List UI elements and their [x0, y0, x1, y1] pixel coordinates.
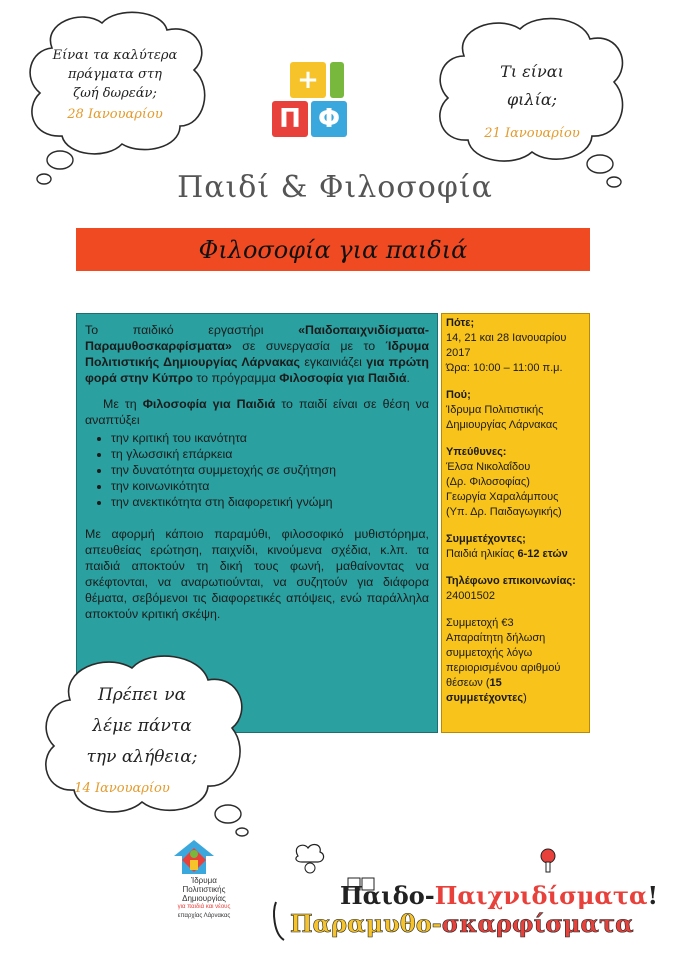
- mushroom-icon: [541, 849, 555, 863]
- chef-hat-icon: [296, 845, 324, 862]
- max-participants: 15 συμμετέχοντες: [446, 677, 524, 704]
- brand-word-bottom: Παραμυθο-σκαρφίσματα: [290, 909, 634, 938]
- cloud-date: 21 Ιανουαρίου: [484, 126, 580, 141]
- phone-number[interactable]: 24001502: [446, 590, 495, 602]
- brand-title: Παιδί & Φιλοσοφία: [177, 170, 493, 205]
- workshop-name: «Παιδοπαιχνιδίσματα-Παραμυθοσκαρφίσματα»: [85, 323, 429, 353]
- responsible-title: (Υπ. Δρ. Παιδαγωγικής): [446, 506, 562, 518]
- cloud-line: φιλία;: [506, 90, 558, 109]
- where-value: Ίδρυμα Πολιτιστικής Δημιουργίας Λάρνακας: [446, 404, 558, 431]
- participants-value: [446, 547, 585, 562]
- text: Ίδρυμα: [191, 876, 217, 885]
- list-item: • την δυνατότητα συμμετοχής σε συζήτηση: [111, 462, 429, 478]
- responsible-title: (Δρ. Φιλοσοφίας): [446, 476, 530, 488]
- benefits-list: [85, 430, 429, 510]
- fee-text: Συμμετοχή €3: [446, 617, 514, 629]
- text: σε συνεργασία με το: [231, 339, 386, 353]
- workshop-brand-logo: [270, 842, 659, 946]
- text: εγκαινιάζει: [300, 355, 367, 369]
- cloud-line: Είναι τα καλύτερα: [52, 48, 178, 63]
- program-name: Φιλοσοφία για Παιδιά: [279, 371, 407, 385]
- text: Απαραίτητη δήλωση συμμετοχής λόγω περιορισμένου αριθμού θέσεων (: [446, 632, 561, 689]
- cloud-date: 28 Ιανουαρίου: [67, 107, 163, 122]
- face-icon: [305, 863, 315, 873]
- text: Το παιδικό εργαστήρι: [85, 323, 299, 337]
- text: το παιδί είναι σε θέση να αναπτύξει: [85, 397, 429, 427]
- text: .: [406, 371, 410, 385]
- when-label: Πότε;: [446, 317, 475, 329]
- info-panel: [441, 313, 590, 733]
- intro-paragraph: [85, 322, 429, 386]
- cloud-line: Τι είναι: [500, 62, 564, 81]
- headline-banner: Φιλοσοφία για παιδιά: [76, 228, 590, 271]
- green-block-icon: [330, 62, 344, 98]
- pi-block-icon: Π: [272, 101, 308, 137]
- brand-word-top: Παιδο-Παιχνιδίσματα!: [340, 881, 659, 910]
- text: Πολιτιστικής: [182, 885, 226, 894]
- cloud-date: 14 Ιανουαρίου: [74, 781, 170, 796]
- participants-label: Συμμετέχοντες;: [446, 533, 526, 545]
- cloud-question-top-left: [40, 46, 190, 124]
- responsible-label: Υπεύθυνες:: [446, 446, 507, 458]
- cloud-line: Πρέπει να: [97, 685, 187, 705]
- first-time-text: για πρώτη φορά στην Κύπρο: [85, 355, 430, 385]
- text: ): [523, 692, 527, 704]
- cloud-question-top-right: [452, 58, 612, 148]
- text: για παιδιά και νέους: [177, 904, 231, 910]
- text: επαρχίας Λάρνακας: [177, 913, 231, 919]
- when-dates: 14, 21 και 28 Ιανουαρίου 2017: [446, 332, 567, 359]
- method-paragraph: Με αφορμή κάποιο παραμύθι, φιλοσοφικό μυθιστόρημα, απευθείας ερώτηση, παιχνίδι, κινούμενα σχέδια, κ.λπ. τα παιδιά αποκτούν τη δική τους φωνή, μαθαίνοντας να σκέφτονται, να αναρωτιούνται, να συζητούν για διάφορα θέματα, σεβόμενοι τις διαφορετικές απόψεις, ενώ παράλληλα αποκτούν κριτική σκέψη.: [85, 527, 429, 621]
- program-name: Φιλοσοφία για Παιδιά: [142, 397, 276, 411]
- foundation-name: Ίδρυμα Πολιτιστικής Δημιουργίας Λάρνακας: [85, 339, 429, 369]
- where-label: Πού;: [446, 389, 471, 401]
- when-time: Ώρα: 10:00 – 11:00 π.μ.: [446, 362, 563, 374]
- foundation-logo-icon: [172, 838, 216, 876]
- phone-label: Τηλέφωνο επικοινωνίας:: [446, 575, 576, 587]
- responsible-name: Γεωργία Χαραλάμπους: [446, 491, 559, 503]
- cloud-line: λέμε πάντα: [92, 716, 192, 736]
- text: Με τη: [103, 397, 143, 411]
- list-item: • την ανεκτικότητα στη διαφορετική γνώμη: [111, 494, 429, 510]
- cloud-line: πράγματα στη: [68, 67, 162, 82]
- responsible-name: Έλσα Νικολαΐδου: [446, 461, 531, 473]
- registration-note: [446, 631, 585, 706]
- age-range: 6-12 ετών: [517, 548, 568, 560]
- cloud-line: την αλήθεια;: [86, 747, 198, 767]
- text: το πρόγραμμα: [192, 371, 280, 385]
- cloud-line: ζωή δωρεάν;: [73, 86, 157, 101]
- foundation-logo-text: [170, 876, 238, 921]
- list-item: • τη γλωσσική επάρκεια: [111, 446, 429, 462]
- phi-block-icon: Φ: [311, 101, 347, 137]
- text: Δημιουργίας: [182, 894, 226, 903]
- text: Παιδιά ηλικίας: [446, 548, 518, 560]
- list-item: • την κοινωνικότητα: [111, 478, 429, 494]
- benefits-intro: [85, 396, 429, 428]
- list-item: • την κριτική του ικανότητα: [111, 430, 429, 446]
- plus-block-icon: +: [290, 62, 326, 98]
- cloud-question-bottom-left: [52, 680, 232, 799]
